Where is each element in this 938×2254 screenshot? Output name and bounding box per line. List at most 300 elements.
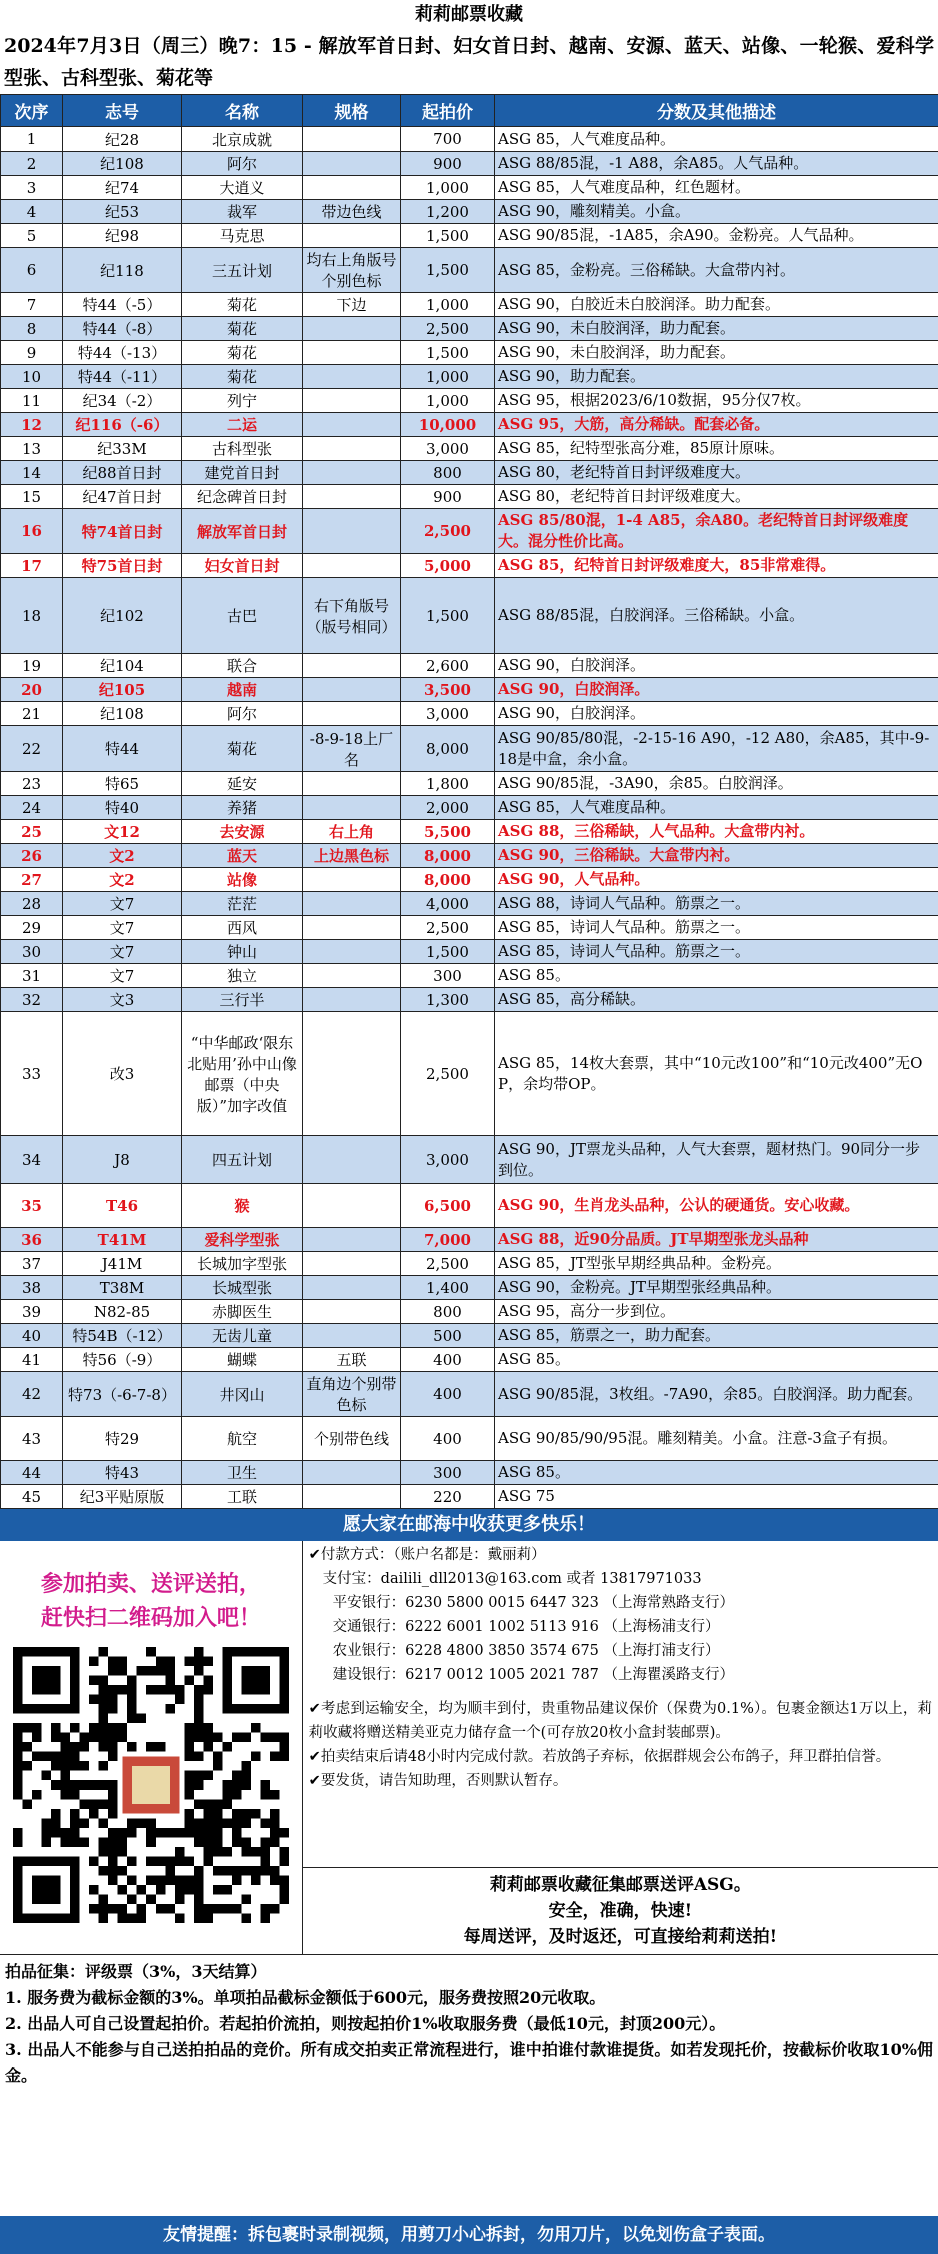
- row-code: 纪28: [63, 127, 182, 152]
- row-desc: ASG 90/85/90/95混。雕刻精美。小盒。注意-3盒子有损。: [495, 1417, 938, 1461]
- row-spec: [303, 1324, 401, 1348]
- row-spec: [303, 485, 401, 509]
- row-spec: 直角边个别带色标: [303, 1372, 401, 1417]
- row-price: 400: [401, 1372, 495, 1417]
- row-price: 1,000: [401, 365, 495, 389]
- row-desc: ASG 90/85混，-3A90，余85。白胶润泽。: [495, 772, 938, 796]
- row-order: 24: [1, 796, 63, 820]
- row-desc: ASG 95，大筋，高分稀缺。配套必备。: [495, 413, 938, 437]
- row-spec: 五联: [303, 1348, 401, 1372]
- payment-info: [303, 1541, 938, 1867]
- row-price: 1,000: [401, 389, 495, 413]
- row-code: 纪118: [63, 248, 182, 293]
- row-desc: ASG 85，人气难度品种。: [495, 127, 938, 152]
- row-desc: ASG 90，未白胶润泽，助力配套。: [495, 341, 938, 365]
- row-order: 13: [1, 437, 63, 461]
- row-code: T46: [63, 1184, 182, 1228]
- payment-panel: [303, 1541, 938, 1954]
- row-code: 纪98: [63, 224, 182, 248]
- table-row: [1, 678, 938, 702]
- row-desc: ASG 90，雕刻精美。小盒。: [495, 200, 938, 224]
- table-row: [1, 1228, 938, 1252]
- row-spec: [303, 509, 401, 554]
- row-name: 蓝天: [182, 844, 303, 868]
- row-price: 1,500: [401, 224, 495, 248]
- table-row: [1, 1348, 938, 1372]
- row-spec: [303, 317, 401, 341]
- row-price: 700: [401, 127, 495, 152]
- row-spec: [303, 224, 401, 248]
- terms-heading: 拍品征集：评级票（3%，3天结算）: [5, 1962, 267, 1981]
- promo-text: [0, 1567, 302, 1635]
- row-desc: ASG 85，诗词人气品种。筋票之一。: [495, 916, 938, 940]
- row-name: 蝴蝶: [182, 1348, 303, 1372]
- row-price: 1,400: [401, 1276, 495, 1300]
- row-desc: ASG 90，白胶近未白胶润泽。助力配套。: [495, 293, 938, 317]
- table-row: [1, 127, 938, 152]
- payment-deadline-note: ✔拍卖结束后请48小时内完成付款。若放鸽子弃标，依据群规会公布鸽子，拜卫群拍信誉。: [308, 1749, 891, 1765]
- shipping-note: ✔考虑到运输安全，均为顺丰到付，贵重物品建议保价（保费为0.1%）。包裹金额达1万以上，莉莉收藏将赠送精美亚克力储存盒一个(可存放20枚小盒封装邮票)。: [308, 1701, 932, 1741]
- row-spec: [303, 772, 401, 796]
- table-row: [1, 317, 938, 341]
- row-code: 文2: [63, 868, 182, 892]
- row-desc: ASG 75: [495, 1485, 938, 1509]
- table-row: [1, 341, 938, 365]
- slogan-line-3: 每周送评，及时返还，可直接给莉莉送拍!: [463, 1927, 778, 1947]
- table-row: [1, 868, 938, 892]
- row-price: 900: [401, 152, 495, 176]
- row-name: 养猪: [182, 796, 303, 820]
- table-row: [1, 1252, 938, 1276]
- table-row: [1, 1276, 938, 1300]
- row-order: 32: [1, 988, 63, 1012]
- row-order: 5: [1, 224, 63, 248]
- table-row: [1, 844, 938, 868]
- qr-code-icon[interactable]: [13, 1647, 289, 1923]
- row-name: 阿尔: [182, 152, 303, 176]
- row-code: 纪116（-6）: [63, 413, 182, 437]
- bank-account-bocom: 交通银行：6222 6001 1002 5113 916 （上海杨浦支行）: [332, 1619, 720, 1635]
- row-desc: ASG 85，纪特型张高分难，85原计原味。: [495, 437, 938, 461]
- row-spec: [303, 127, 401, 152]
- row-order: 17: [1, 554, 63, 578]
- wish-banner: 愿大家在邮海中收获更多快乐！: [0, 1509, 938, 1541]
- row-code: 特44（-8）: [63, 317, 182, 341]
- row-order: 21: [1, 702, 63, 726]
- row-name: 爱科学型张: [182, 1228, 303, 1252]
- row-price: 7,000: [401, 1228, 495, 1252]
- table-row: [1, 578, 938, 654]
- table-row: [1, 1485, 938, 1509]
- row-name: 茫茫: [182, 892, 303, 916]
- row-name: 二运: [182, 413, 303, 437]
- row-order: 37: [1, 1252, 63, 1276]
- row-spec: [303, 1485, 401, 1509]
- bank-account-ccb: 建设银行：6217 0012 1005 2021 787 （上海瞿溪路支行）: [332, 1667, 734, 1683]
- row-spec: [303, 1136, 401, 1184]
- row-code: 纪88首日封: [63, 461, 182, 485]
- row-desc: ASG 85，纪特首日封评级难度大，85非常难得。: [495, 554, 938, 578]
- row-order: 9: [1, 341, 63, 365]
- row-name: 大逍义: [182, 176, 303, 200]
- row-price: 8,000: [401, 844, 495, 868]
- row-code: 纪34（-2）: [63, 389, 182, 413]
- table-row: [1, 437, 938, 461]
- slogan-line-2: 安全，准确，快速!: [548, 1901, 693, 1921]
- terms-item-1: 1. 服务费为截标金额的3%。单项拍品截标金额低于600元，服务费按照20元收取。: [5, 1988, 606, 2007]
- row-desc: ASG 90，白胶润泽。: [495, 654, 938, 678]
- row-price: 900: [401, 485, 495, 509]
- row-desc: ASG 88，三俗稀缺，人气品种。大盒带内衬。: [495, 820, 938, 844]
- row-desc: ASG 88/85混，-1 A88，余A85。人气品种。: [495, 152, 938, 176]
- row-spec: 上边黑色标: [303, 844, 401, 868]
- row-code: 特75首日封: [63, 554, 182, 578]
- row-price: 4,000: [401, 892, 495, 916]
- footer-reminder: 友情提醒：拆包裹时录制视频，用剪刀小心拆封，勿用刀片，以免划伤盒子表面。: [0, 2216, 938, 2254]
- table-row: [1, 1300, 938, 1324]
- row-order: 34: [1, 1136, 63, 1184]
- row-spec: [303, 654, 401, 678]
- row-desc: ASG 85，JT型张早期经典品种。金粉亮。: [495, 1252, 938, 1276]
- row-desc: ASG 90，生肖龙头品种，公认的硬通货。安心收藏。: [495, 1184, 938, 1228]
- row-spec: [303, 678, 401, 702]
- table-row: [1, 892, 938, 916]
- row-name: 阿尔: [182, 702, 303, 726]
- row-code: 文12: [63, 820, 182, 844]
- row-spec: [303, 365, 401, 389]
- row-price: 2,600: [401, 654, 495, 678]
- row-spec: [303, 341, 401, 365]
- slogan-line-1: 莉莉邮票收藏征集邮票送评ASG。: [489, 1875, 751, 1895]
- col-header-spec: 规格: [303, 95, 401, 127]
- row-desc: ASG 80，老纪特首日封评级难度大。: [495, 461, 938, 485]
- row-name: 联合: [182, 654, 303, 678]
- row-price: 400: [401, 1348, 495, 1372]
- row-price: 2,500: [401, 509, 495, 554]
- row-name: 站像: [182, 868, 303, 892]
- row-name: 建党首日封: [182, 461, 303, 485]
- row-desc: ASG 85，筋票之一，助力配套。: [495, 1324, 938, 1348]
- row-price: 1,500: [401, 248, 495, 293]
- row-order: 33: [1, 1012, 63, 1136]
- row-price: 1,500: [401, 341, 495, 365]
- table-header-row: [1, 95, 938, 127]
- table-row: [1, 200, 938, 224]
- row-name: 无齿儿童: [182, 1324, 303, 1348]
- row-name: 菊花: [182, 726, 303, 772]
- row-code: 纪53: [63, 200, 182, 224]
- table-row: [1, 916, 938, 940]
- row-price: 8,000: [401, 726, 495, 772]
- table-row: [1, 940, 938, 964]
- col-header-order: 次序: [1, 95, 63, 127]
- row-desc: ASG 90，白胶润泽。: [495, 678, 938, 702]
- row-spec: 右上角: [303, 820, 401, 844]
- row-desc: ASG 85。: [495, 1461, 938, 1485]
- row-spec: [303, 916, 401, 940]
- row-spec: [303, 1461, 401, 1485]
- row-desc: ASG 90，白胶润泽。: [495, 702, 938, 726]
- row-price: 3,000: [401, 1136, 495, 1184]
- col-header-price: 起拍价: [401, 95, 495, 127]
- row-desc: ASG 85，人气难度品种。: [495, 796, 938, 820]
- row-price: 1,000: [401, 293, 495, 317]
- row-spec: -8-9-18上厂名: [303, 726, 401, 772]
- row-price: 300: [401, 964, 495, 988]
- row-price: 800: [401, 1300, 495, 1324]
- row-name: 航空: [182, 1417, 303, 1461]
- row-desc: ASG 90，金粉亮。JT早期型张经典品种。: [495, 1276, 938, 1300]
- row-code: 特43: [63, 1461, 182, 1485]
- row-spec: [303, 1276, 401, 1300]
- row-code: 纪47首日封: [63, 485, 182, 509]
- row-name: “中华邮政‘限东北贴用’孙中山像邮票（中央版）”加字改值: [182, 1012, 303, 1136]
- row-name: 妇女首日封: [182, 554, 303, 578]
- row-name: 西风: [182, 916, 303, 940]
- row-desc: ASG 88，诗词人气品种。筋票之一。: [495, 892, 938, 916]
- table-body: [1, 127, 938, 1509]
- row-spec: 下边: [303, 293, 401, 317]
- payment-heading: ✔付款方式：（账户名都是：戴丽莉）: [308, 1547, 546, 1563]
- table-row: [1, 1136, 938, 1184]
- row-price: 2,500: [401, 916, 495, 940]
- row-order: 1: [1, 127, 63, 152]
- row-price: 10,000: [401, 413, 495, 437]
- row-code: 文7: [63, 940, 182, 964]
- table-row: [1, 772, 938, 796]
- row-code: 特44: [63, 726, 182, 772]
- asg-slogan: [303, 1867, 938, 1954]
- row-code: 特74首日封: [63, 509, 182, 554]
- row-desc: ASG 85，14枚大套票，其中“10元改100”和“10元改400”无OP，余均带OP。: [495, 1012, 938, 1136]
- row-spec: 右下角版号（版号相同）: [303, 578, 401, 654]
- row-spec: [303, 892, 401, 916]
- row-name: 四五计划: [182, 1136, 303, 1184]
- bank-account-abc: 农业银行：6228 4800 3850 3574 675 （上海打浦支行）: [332, 1643, 720, 1659]
- row-code: 纪108: [63, 152, 182, 176]
- row-desc: ASG 85，金粉亮。三俗稀缺。大盒带内衬。: [495, 248, 938, 293]
- row-name: 延安: [182, 772, 303, 796]
- row-desc: ASG 85，高分稀缺。: [495, 988, 938, 1012]
- bank-account-pingan: 平安银行：6230 5800 0015 6447 323 （上海常熟路支行）: [332, 1595, 734, 1611]
- row-code: 特54B（-12）: [63, 1324, 182, 1348]
- row-order: 39: [1, 1300, 63, 1324]
- row-spec: [303, 1300, 401, 1324]
- row-price: 2,500: [401, 1252, 495, 1276]
- row-spec: [303, 1252, 401, 1276]
- row-order: 22: [1, 726, 63, 772]
- row-spec: [303, 964, 401, 988]
- row-desc: ASG 88，近90分品质。JT早期型张龙头品种: [495, 1228, 938, 1252]
- row-desc: ASG 85，诗词人气品种。筋票之一。: [495, 940, 938, 964]
- row-price: 3,000: [401, 437, 495, 461]
- row-name: 北京成就: [182, 127, 303, 152]
- row-code: 文3: [63, 988, 182, 1012]
- row-name: 裁军: [182, 200, 303, 224]
- row-name: 解放军首日封: [182, 509, 303, 554]
- row-name: 三行半: [182, 988, 303, 1012]
- row-desc: ASG 85。: [495, 964, 938, 988]
- row-order: 6: [1, 248, 63, 293]
- row-order: 23: [1, 772, 63, 796]
- table-row: [1, 1417, 938, 1461]
- table-row: [1, 726, 938, 772]
- table-row: [1, 1012, 938, 1136]
- row-price: 1,500: [401, 578, 495, 654]
- row-price: 300: [401, 1461, 495, 1485]
- row-price: 220: [401, 1485, 495, 1509]
- row-price: 500: [401, 1324, 495, 1348]
- row-spec: [303, 152, 401, 176]
- row-order: 12: [1, 413, 63, 437]
- row-desc: ASG 95，高分一步到位。: [495, 1300, 938, 1324]
- auction-subtitle: 2024年7月3日（周三）晚7：15 - 解放军首日封、妇女首日封、越南、安源、蓝天、站像、一轮猴、爱科学型张、古科型张、菊花等: [4, 35, 934, 89]
- row-code: 纪3平贴原版: [63, 1485, 182, 1509]
- row-order: 31: [1, 964, 63, 988]
- row-name: 古科型张: [182, 437, 303, 461]
- row-desc: ASG 95，根据2023/6/10数据，95分仅7枚。: [495, 389, 938, 413]
- row-desc: ASG 90/85混，3枚组。-7A90，余85。白胶润泽。助力配套。: [495, 1372, 938, 1417]
- row-order: 26: [1, 844, 63, 868]
- row-order: 16: [1, 509, 63, 554]
- row-desc: ASG 90/85/80混，-2-15-16 A90，-12 A80，余A85，其中-9-18是中盒，余小盒。: [495, 726, 938, 772]
- row-code: J8: [63, 1136, 182, 1184]
- row-code: 纪33M: [63, 437, 182, 461]
- row-desc: ASG 85/80混，1-4 A85，余A80。老纪特首日封评级难度大。混分性价比高。: [495, 509, 938, 554]
- table-row: [1, 461, 938, 485]
- table-row: [1, 365, 938, 389]
- row-code: N82-85: [63, 1300, 182, 1324]
- row-name: 越南: [182, 678, 303, 702]
- row-order: 40: [1, 1324, 63, 1348]
- row-spec: [303, 1228, 401, 1252]
- row-price: 3,500: [401, 678, 495, 702]
- row-code: 文7: [63, 892, 182, 916]
- row-code: 文7: [63, 916, 182, 940]
- row-spec: 个别带色线: [303, 1417, 401, 1461]
- row-desc: ASG 85，人气难度品种，红色题材。: [495, 176, 938, 200]
- row-price: 8,000: [401, 868, 495, 892]
- row-order: 7: [1, 293, 63, 317]
- row-order: 45: [1, 1485, 63, 1509]
- row-name: 长城型张: [182, 1276, 303, 1300]
- col-header-name: 名称: [182, 95, 303, 127]
- row-code: 文7: [63, 964, 182, 988]
- row-order: 35: [1, 1184, 63, 1228]
- row-spec: 带边色线: [303, 200, 401, 224]
- row-code: 特44（-5）: [63, 293, 182, 317]
- row-desc: ASG 90，人气品种。: [495, 868, 938, 892]
- row-code: J41M: [63, 1252, 182, 1276]
- row-order: 19: [1, 654, 63, 678]
- table-row: [1, 152, 938, 176]
- table-row: [1, 964, 938, 988]
- row-name: 菊花: [182, 365, 303, 389]
- row-name: 长城加字型张: [182, 1252, 303, 1276]
- row-order: 38: [1, 1276, 63, 1300]
- table-row: [1, 176, 938, 200]
- row-name: 菊花: [182, 317, 303, 341]
- row-code: 文2: [63, 844, 182, 868]
- terms-item-2: 2. 出品人可自己设置起拍价。若起拍价流拍，则按起拍价1%收取服务费（最低10元，封顶200元）。: [5, 2014, 726, 2033]
- row-code: 特44（-11）: [63, 365, 182, 389]
- row-order: 25: [1, 820, 63, 844]
- table-row: [1, 509, 938, 554]
- row-code: 改3: [63, 1012, 182, 1136]
- table-row: [1, 1461, 938, 1485]
- row-price: 1,200: [401, 200, 495, 224]
- row-spec: [303, 868, 401, 892]
- row-code: 特40: [63, 796, 182, 820]
- row-spec: [303, 437, 401, 461]
- row-code: 纪105: [63, 678, 182, 702]
- table-row: [1, 554, 938, 578]
- row-price: 6,500: [401, 1184, 495, 1228]
- row-order: 29: [1, 916, 63, 940]
- row-spec: [303, 702, 401, 726]
- row-spec: [303, 1012, 401, 1136]
- row-desc: ASG 85。: [495, 1348, 938, 1372]
- row-order: 27: [1, 868, 63, 892]
- row-order: 11: [1, 389, 63, 413]
- row-order: 14: [1, 461, 63, 485]
- row-spec: [303, 461, 401, 485]
- table-row: [1, 988, 938, 1012]
- row-order: 4: [1, 200, 63, 224]
- row-code: 特29: [63, 1417, 182, 1461]
- row-name: 卫生: [182, 1461, 303, 1485]
- row-price: 1,000: [401, 176, 495, 200]
- row-order: 18: [1, 578, 63, 654]
- row-order: 3: [1, 176, 63, 200]
- table-row: [1, 389, 938, 413]
- page-title: 莉莉邮票收藏: [415, 4, 523, 25]
- row-name: 独立: [182, 964, 303, 988]
- table-row: [1, 413, 938, 437]
- row-price: 1,300: [401, 988, 495, 1012]
- row-spec: [303, 389, 401, 413]
- row-name: 古巴: [182, 578, 303, 654]
- row-spec: [303, 413, 401, 437]
- promo-line-1: 参加拍卖、送评送拍，: [40, 1571, 261, 1597]
- table-row: [1, 654, 938, 678]
- row-name: 列宁: [182, 389, 303, 413]
- row-spec: [303, 1184, 401, 1228]
- row-price: 2,000: [401, 796, 495, 820]
- table-row: [1, 1372, 938, 1417]
- table-row: [1, 224, 938, 248]
- row-code: T38M: [63, 1276, 182, 1300]
- row-order: 8: [1, 317, 63, 341]
- terms-item-3: 3. 出品人不能参与自己送拍拍品的竞价。所有成交拍卖正常流程进行，谁中拍谁付款谁提货。如若发现托价，按截标价收取10%佣金。: [5, 2040, 933, 2085]
- row-code: 纪104: [63, 654, 182, 678]
- promo-line-2: 赶快扫二维码加入吧！: [40, 1605, 261, 1631]
- row-name: 猴: [182, 1184, 303, 1228]
- info-section: [0, 1541, 938, 1955]
- row-price: 1,800: [401, 772, 495, 796]
- row-spec: [303, 176, 401, 200]
- table-row: [1, 796, 938, 820]
- row-desc: ASG 90，助力配套。: [495, 365, 938, 389]
- row-name: 钟山: [182, 940, 303, 964]
- row-name: 马克思: [182, 224, 303, 248]
- table-row: [1, 820, 938, 844]
- row-desc: ASG 90/85混，-1A85，余A90。金粉亮。人气品种。: [495, 224, 938, 248]
- table-row: [1, 1184, 938, 1228]
- row-price: 5,000: [401, 554, 495, 578]
- row-price: 1,500: [401, 940, 495, 964]
- row-name: 去安源: [182, 820, 303, 844]
